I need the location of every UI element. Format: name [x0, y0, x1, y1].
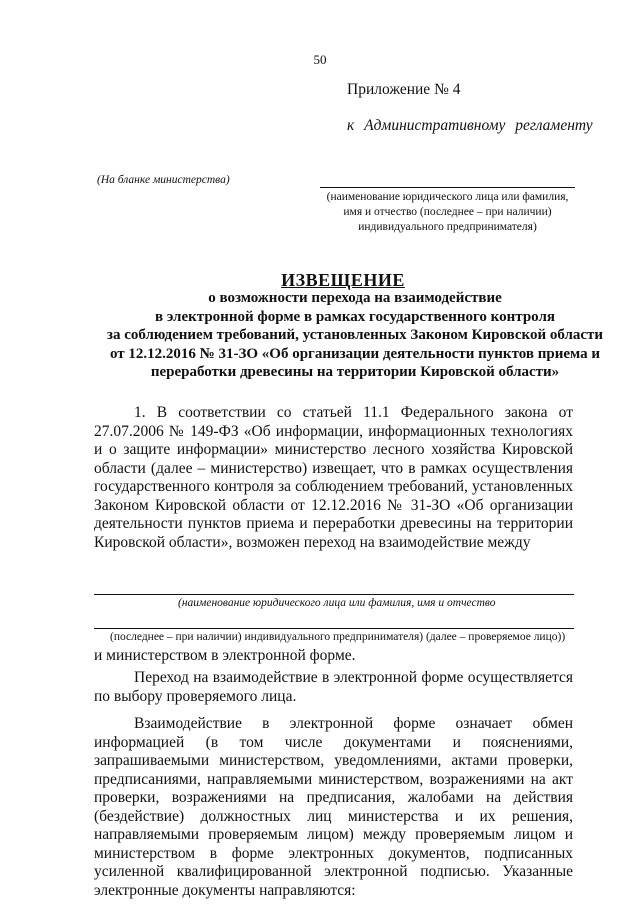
subtitle-line: в электронной форме в рамках государственного контроля	[155, 308, 555, 325]
recipient-note-line: индивидуального предпринимателя)	[358, 221, 537, 233]
appendix-reference: к Административному регламенту	[347, 117, 593, 134]
subtitle-line: за соблюдением требований, установленных Законом Кировской области	[106, 327, 604, 343]
fill-in-note-name: (наименование юридического лица или фамилия, имя и отчество	[178, 597, 496, 609]
recipient-note-line: имя и отчество (последнее – при наличии)	[343, 206, 552, 218]
subtitle-line: от 12.12.2016 № 31-ЗО «Об организации деятельности пунктов приема и	[109, 345, 601, 362]
fill-in-line-name	[94, 594, 574, 595]
paragraph-3: Взаимодействие в электронной форме означает обмен информацией (в том числе документами и пояснениями, запрашиваемыми министерством, уведомлениями, актами проверки, предписаниями, направляемыми министерством, возражениями на акт проверки, возражениями на предписания, жалобами на действия (бездействие) должностных лиц министерства и их решения, направляемыми проверяемым лицом) между проверяемым лицом и министерством в форме электронных документов, подписанных усиленной квалифицированной электронной подписью. Указанные электронные документы направляются:	[94, 715, 573, 899]
paragraph-1: 1. В соответствии со статьей 11.1 Федерального закона от 27.07.2006 № 149-ФЗ «Об информации, информационных технологиях и о защите информации» министерство лесного хозяйства Кировской области (далее – министерство) извещает, что в рамках осуществления государственного контроля за соблюдением требований, установленных Законом Кировской области от 12.12.2016 № 31-ЗО «Об организации деятельности пунктов приема и переработки древесины на территории Кировской области», возможен переход на взаимодействие между	[94, 404, 573, 551]
page-number: 50	[313, 52, 327, 67]
paragraph-1-tail: и министерством в электронной форме.	[94, 647, 356, 664]
recipient-note	[305, 190, 590, 235]
subtitle-line: о возможности перехода на взаимодействие	[208, 290, 502, 306]
document-title: ИЗВЕЩЕНИЕ	[281, 270, 405, 290]
recipient-note-line: (наименование юридического лица или фамилия,	[326, 191, 569, 203]
paragraph-2: Переход на взаимодействие в электронной форме осуществляется по выбору проверяемого лица.	[94, 669, 573, 705]
document-subtitle	[60, 289, 640, 382]
fill-in-line-entity	[94, 628, 574, 629]
fill-in-note-entity: (последнее – при наличии) индивидуального предпринимателя) (далее – проверяемое лицо))	[110, 631, 566, 643]
subtitle-line: переработки древесины на территории Кировской области»	[150, 364, 560, 380]
appendix-number: Приложение № 4	[347, 81, 461, 98]
letterhead-note: (На бланке министерства)	[97, 174, 230, 186]
recipient-line	[320, 187, 575, 188]
